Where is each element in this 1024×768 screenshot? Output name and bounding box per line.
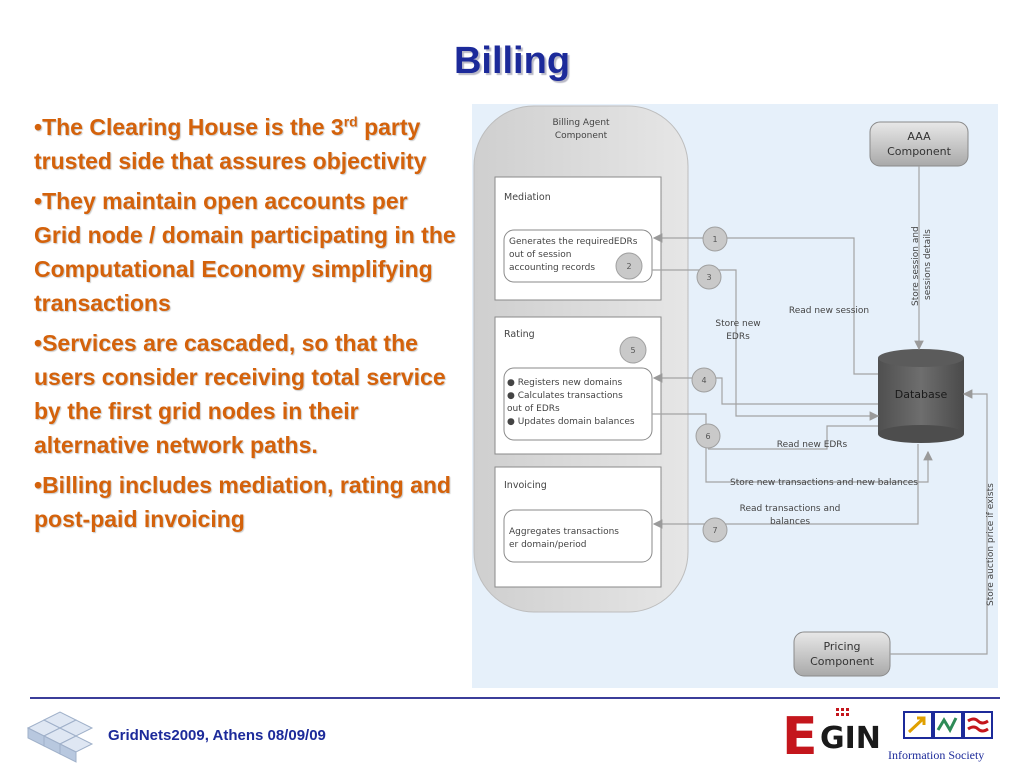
label-store-transactions: Store new transactions and new balances (730, 478, 918, 488)
gridnets-logo (22, 702, 102, 764)
billing-diagram (472, 104, 998, 688)
rating-item-1: ● Registers new domains (507, 378, 623, 388)
information-society-text: Information Society (888, 748, 985, 762)
label-store-session-1: Store session and (911, 226, 921, 306)
bullet-list (34, 110, 459, 542)
bullet-4-text: Billing includes mediation, rating and post-paid invoicing (34, 472, 451, 532)
label-read-new-edrs: Read new EDRs (776, 440, 848, 450)
aaa-label-2: Component (887, 145, 951, 158)
mediation-label: Mediation (504, 192, 551, 203)
bullet-marker: • (34, 114, 43, 140)
bullet-1-sup: rd (343, 113, 358, 130)
invoicing-label: Invoicing (504, 480, 547, 491)
step-7: 7 (712, 526, 718, 535)
bullet-marker: • (34, 330, 43, 356)
rating-item-2b: out of EDRs (507, 404, 560, 414)
aaa-label-1: AAA (907, 130, 931, 143)
bullet-2-text: They maintain open accounts per Grid node / domain participating in the Computational Economy simplifying transactions (34, 188, 456, 316)
egin-letter-e: E (782, 707, 818, 764)
footer-event: GridNets2009, Athens 08/09/09 (108, 727, 326, 744)
bullet-1 (34, 110, 459, 178)
pricing-label-2: Component (810, 655, 874, 668)
step-3: 3 (706, 273, 712, 282)
slide-title: Billing (453, 40, 571, 82)
aaa-component (870, 122, 968, 166)
bullet-2 (34, 184, 459, 320)
bullet-3-text: Services are cascaded, so that the users consider receiving total service by the first grid nodes in their alternative network paths. (34, 330, 446, 458)
invoicing-line-2: er domain/period (509, 540, 587, 550)
label-store-session-2: sessions details (923, 229, 933, 300)
footer-divider (30, 697, 1000, 699)
step-5: 5 (630, 346, 636, 355)
rating-item-3: ● Updates domain balances (507, 417, 635, 427)
egin-logo (782, 704, 892, 764)
billing-agent-title-2: Component (554, 131, 608, 141)
label-read-transactions-2: balances (769, 517, 811, 527)
database-label: Database (894, 388, 948, 401)
billing-agent-title-1: Billing Agent (552, 118, 610, 128)
rating-item-2: ● Calculates transactions (507, 391, 623, 401)
bullet-3 (34, 326, 459, 462)
mediation-line-3: accounting records (509, 263, 596, 273)
label-store-auction: Store auction price if exists (986, 483, 996, 606)
bullet-marker: • (34, 472, 43, 498)
bullet-4 (34, 468, 459, 536)
invoicing-line-1: Aggregates transactions (509, 527, 619, 537)
bullet-1-text-b: party trusted side that assures objectivity (34, 114, 427, 174)
bullet-1-text-a: The Clearing House is the 3 (42, 114, 344, 140)
label-read-new-session: Read new session (788, 306, 870, 316)
mediation-line-1: Generates the requiredEDRs (509, 237, 638, 247)
label-store-new-edrs-2: EDRs (726, 332, 750, 342)
bullet-marker: • (34, 188, 43, 214)
information-society-logo (900, 708, 1000, 744)
egin-letters: GIN (820, 721, 881, 756)
pricing-label-1: Pricing (823, 640, 861, 653)
step-1: 1 (712, 235, 718, 244)
mediation-line-2: out of session (509, 250, 572, 260)
step-2: 2 (626, 262, 632, 271)
database-cylinder (878, 349, 964, 443)
label-read-transactions-1: Read transactions and (739, 504, 841, 514)
step-4: 4 (701, 376, 707, 385)
rating-label: Rating (504, 329, 535, 340)
pricing-component (794, 632, 890, 676)
step-6: 6 (705, 432, 711, 441)
label-store-new-edrs-1: Store new (715, 319, 761, 329)
